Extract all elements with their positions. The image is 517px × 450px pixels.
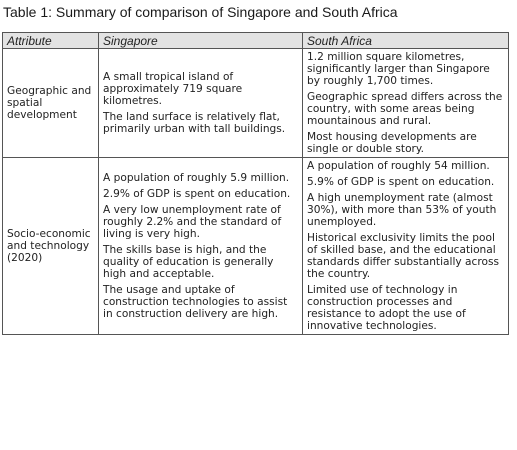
- cell-paragraph: A population of roughly 5.9 million.: [103, 172, 290, 184]
- cell-paragraph: A small tropical island of approximately 719 square kilometres.: [103, 71, 243, 107]
- south-africa-cell: [303, 158, 509, 335]
- cell-paragraph: The skills base is high, and the quality of education is generally high and acceptable.: [103, 244, 274, 280]
- cell-paragraph: Limited use of technology in construction processes and resistance to adopt the use of innovative technologies.: [307, 284, 466, 332]
- attribute-cell: Socio-economic and technology (2020): [3, 158, 99, 335]
- cell-paragraph: The land surface is relatively flat, primarily urban with tall buildings.: [103, 111, 286, 135]
- singapore-cell: [99, 158, 303, 335]
- cell-paragraph: A very low unemployment rate of roughly 2.2% and the standard of living is very high.: [103, 204, 282, 240]
- cell-paragraph: The usage and uptake of construction technologies to assist in construction delivery are high.: [103, 284, 288, 320]
- table-row: [3, 158, 509, 335]
- header-singapore: Singapore: [99, 33, 303, 49]
- header-attribute: Attribute: [3, 33, 99, 49]
- table-header-row: [3, 33, 509, 49]
- singapore-cell: [99, 49, 303, 158]
- south-africa-cell: [303, 49, 509, 158]
- cell-paragraph: 1.2 million square kilometres, significantly larger than Singapore by roughly 1,700 times.: [307, 51, 490, 87]
- cell-paragraph: A population of roughly 54 million.: [307, 160, 490, 172]
- attribute-cell: Geographic and spatial development: [3, 49, 99, 158]
- cell-paragraph: A high unemployment rate (almost 30%), with more than 53% of youth unemployed.: [307, 192, 497, 228]
- table-caption: Table 1: Summary of comparison of Singapore and South Africa: [3, 4, 398, 20]
- header-south-africa: South Africa: [303, 33, 509, 49]
- cell-paragraph: Most housing developments are single or double story.: [307, 131, 477, 155]
- table-row: [3, 49, 509, 158]
- cell-paragraph: 5.9% of GDP is spent on education.: [307, 176, 495, 188]
- comparison-table: [2, 32, 509, 335]
- cell-paragraph: Historical exclusivity limits the pool of skilled base, and the educational standards differ substantially across the country.: [307, 232, 499, 280]
- cell-paragraph: 2.9% of GDP is spent on education.: [103, 188, 291, 200]
- cell-paragraph: Geographic spread differs across the country, with some areas being mountainous and rural.: [307, 91, 503, 127]
